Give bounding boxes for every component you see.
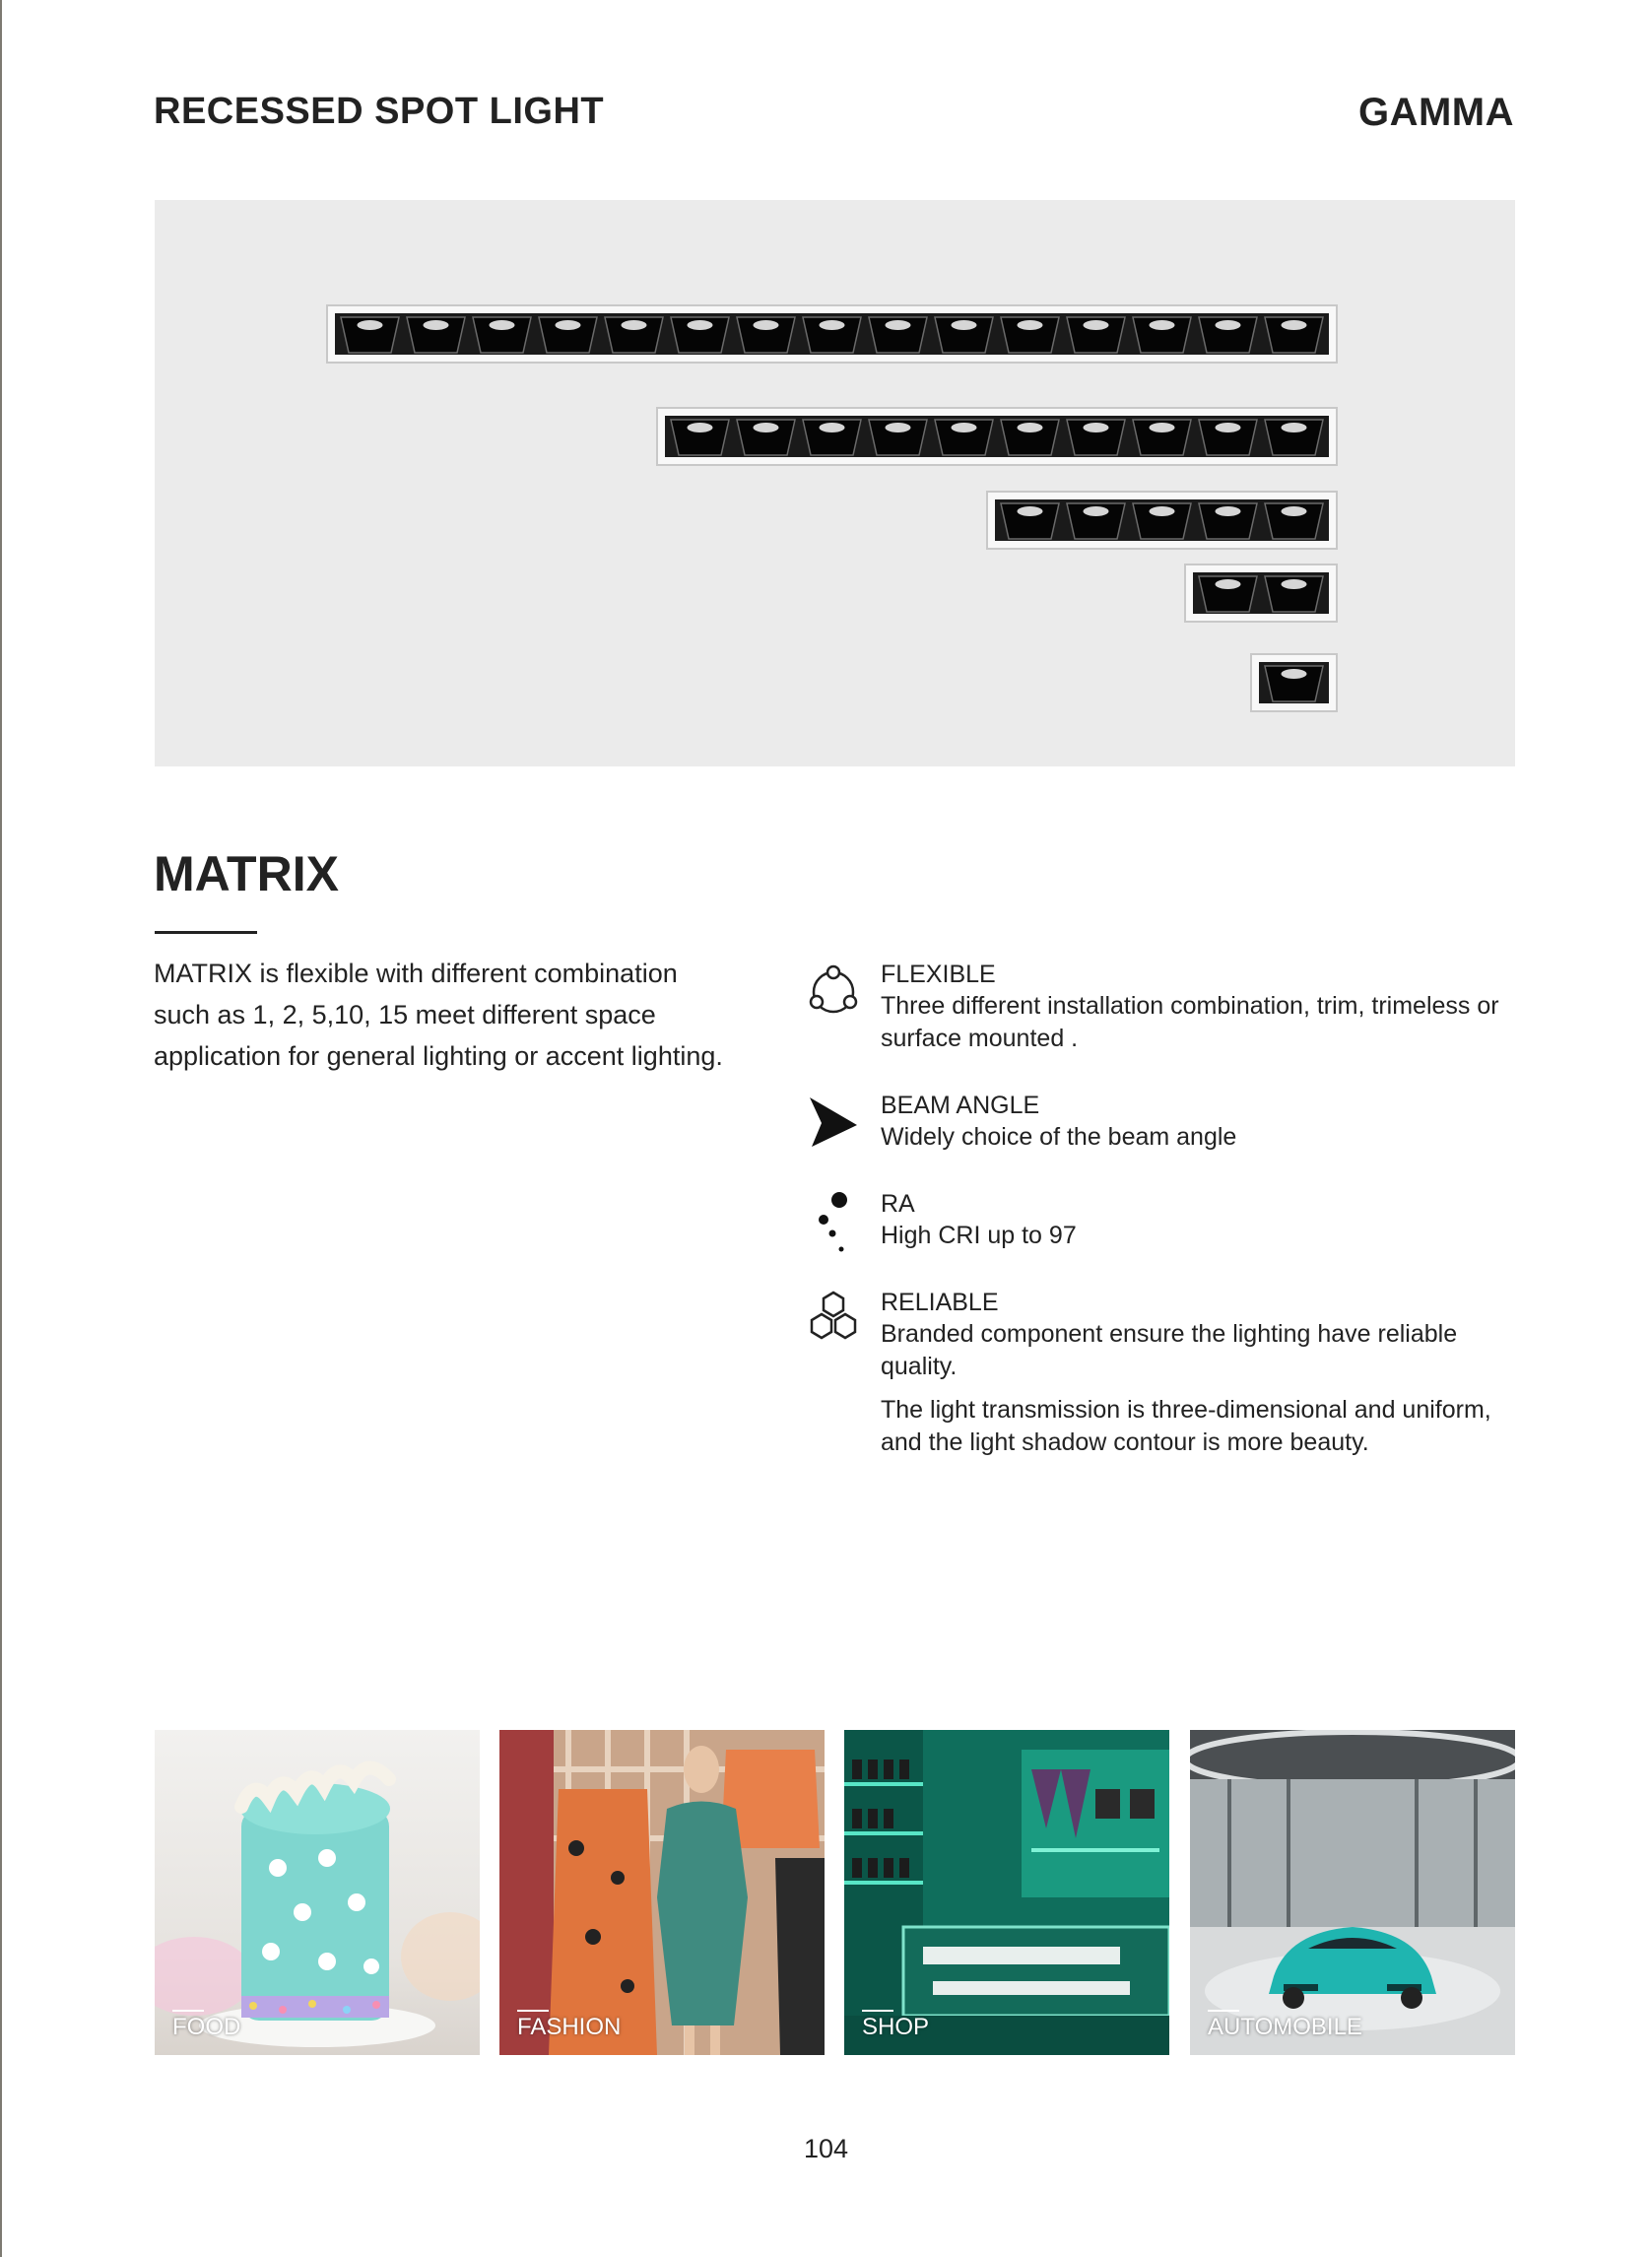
- fixture-lens: [1216, 423, 1241, 432]
- title-underline: [155, 931, 257, 934]
- fixture-lens: [952, 423, 977, 432]
- fixture-lens: [358, 320, 383, 330]
- feature-description: High CRI up to 97: [881, 1222, 1077, 1249]
- fixture-5-head: [987, 492, 1337, 549]
- fixture-lens: [1282, 669, 1307, 679]
- application-fashion: [499, 1730, 825, 2055]
- fixture-lens: [1282, 423, 1307, 432]
- fixture-15-head: [327, 305, 1337, 363]
- fixture-1-head: [1251, 654, 1337, 711]
- shop-interior-image: [844, 1730, 1169, 2055]
- application-label: FASHION: [517, 2014, 622, 2040]
- fixture-2-head: [1185, 564, 1337, 622]
- fixture-lens: [1282, 320, 1307, 330]
- fixture-lineup: [155, 200, 1515, 766]
- application-automobile: [1190, 1730, 1515, 2055]
- label-rule: [862, 2010, 893, 2012]
- fixture-lens: [1150, 320, 1175, 330]
- feature-title: BEAM ANGLE: [881, 1092, 1040, 1119]
- fixture-lens: [1150, 423, 1175, 432]
- fixture-lens: [1216, 579, 1241, 589]
- fixture-lens: [1018, 320, 1043, 330]
- fixture-lens: [1018, 423, 1043, 432]
- fixture-lens: [1084, 423, 1109, 432]
- feature-title: FLEXIBLE: [881, 961, 996, 988]
- application-label: SHOP: [862, 2014, 930, 2040]
- section-title: RECESSED SPOT LIGHT: [154, 91, 605, 132]
- fixture-lens: [1084, 506, 1109, 516]
- fixture-lens: [1084, 320, 1109, 330]
- application-shop: [844, 1730, 1169, 2055]
- feature-description: Widely choice of the beam angle: [881, 1123, 1237, 1151]
- feature-description: Branded component ensure the lighting have reliable quality.: [881, 1320, 1458, 1380]
- ra-dots-icon: [800, 1188, 867, 1255]
- fixture-lens: [886, 423, 911, 432]
- label-rule: [517, 2010, 549, 2012]
- fashion-mannequin-image: [499, 1730, 825, 2055]
- feature-description: Three different installation combination, trim, trimeless or surface mounted .: [881, 992, 1499, 1052]
- fixture-10-head: [657, 408, 1337, 465]
- feature-title: RELIABLE: [881, 1289, 999, 1316]
- label-rule: [172, 2010, 204, 2012]
- fixture-lens: [886, 320, 911, 330]
- fixture-lens: [622, 320, 647, 330]
- fixture-lens: [1150, 506, 1175, 516]
- flexible-icon: [800, 959, 867, 1026]
- fixture-lens: [490, 320, 515, 330]
- fixture-lens: [1216, 506, 1241, 516]
- fixture-lens: [1282, 579, 1307, 589]
- application-label: AUTOMOBILE: [1208, 2014, 1362, 2040]
- fixture-lens: [1282, 506, 1307, 516]
- fixture-lens: [688, 423, 713, 432]
- brand-logo: GAMMA: [1357, 91, 1514, 134]
- fixture-lens: [1216, 320, 1241, 330]
- page-number: 104: [803, 2134, 849, 2163]
- fixture-lens: [424, 320, 449, 330]
- fixture-lens: [1018, 506, 1043, 516]
- label-rule: [1208, 2010, 1239, 2012]
- product-intro: MATRIX is flexible with different combination such as 1, 2, 5,10, 15 meet different space application for general lighting or accent lighting.: [154, 959, 723, 1071]
- application-food: [155, 1730, 480, 2055]
- fixture-lens: [952, 320, 977, 330]
- feature-title: RA: [881, 1190, 915, 1218]
- fixture-lens: [820, 320, 845, 330]
- product-name: MATRIX: [154, 846, 339, 901]
- fixture-lens: [754, 320, 779, 330]
- fixture-lens: [754, 423, 779, 432]
- fixture-lens: [820, 423, 845, 432]
- additional-description: The light transmission is three-dimensional and uniform, and the light shadow contour is more beauty.: [881, 1396, 1491, 1456]
- fixture-lens: [688, 320, 713, 330]
- application-label: FOOD: [172, 2014, 241, 2040]
- fixture-lens: [556, 320, 581, 330]
- automobile-showroom-image: [1190, 1730, 1515, 2055]
- page-edge-rule: [0, 0, 2, 2257]
- product-hero-image: [155, 200, 1515, 766]
- food-cake-image: [155, 1730, 480, 2055]
- hexagons-icon: [800, 1287, 867, 1354]
- beam-angle-icon: [800, 1090, 867, 1157]
